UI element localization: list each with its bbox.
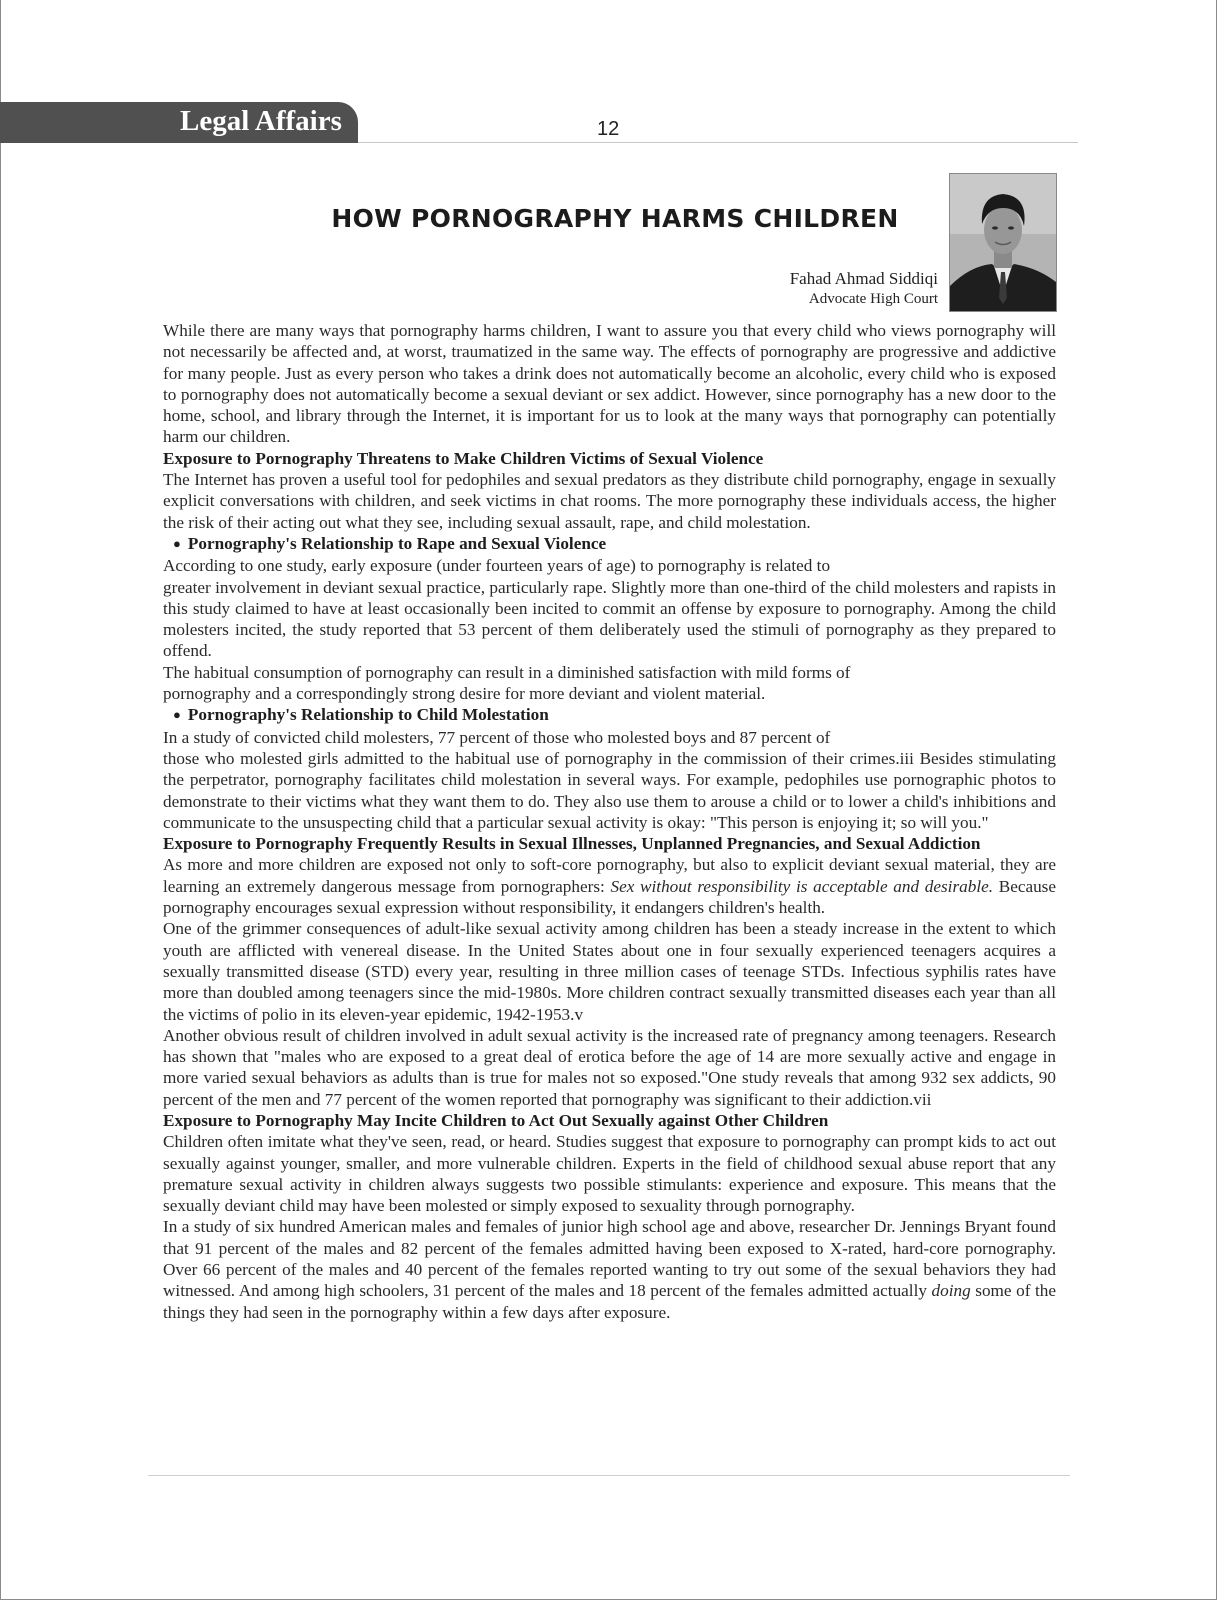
body-paragraph: Another obvious result of children involved in adult sexual activity is the increased rate of pregnancy among teenagers. Research has shown that "males who are exposed to a great deal of erotica before the age of 14 are more sexually active and engage in more varied sexual behaviors as adults than is true for males not so exposed."One study reveals that among 932 sex addicts, 90 percent of the men and 77 percent of the women reported that pornography was significant to their addiction.vii (163, 1025, 1056, 1109)
author-byline (790, 268, 938, 309)
emphasis-text: Sex without responsibility is acceptable and desirable. (610, 876, 994, 896)
article-body (163, 320, 1056, 1323)
page-frame-left (0, 0, 1, 1600)
emphasis-text: doing (931, 1281, 971, 1301)
body-paragraph: While there are many ways that pornography harms children, I want to assure you that every child who views pornography will not necessarily be affected and, at worst, traumatized in the same way. The effects of pornography are progressive and addictive for many people. Just as every person who takes a drink does not automatically become an alcoholic, every child who is exposed to pornography does not automatically become a sexual deviant or sex addict. However, since pornography has a new door to the home, school, and library through the Internet, it is important for us to look at the many ways that pornography can potentially harm our children. (163, 321, 1056, 447)
author-name: Fahad Ahmad Siddiqi (789, 269, 938, 288)
body-text: As more and more children are exposed not only to soft-core pornography, but also to explicit deviant sexual material, they are learning an extremely dangerous message from pornographers: (163, 855, 1056, 896)
body-paragraph: One of the grimmer consequences of adult-like sexual activity among children has been a steady increase in the extent to which youth are afflicted with venereal disease. In the United States about one in four sexually experienced teenagers acquires a sexually transmitted disease (STD) every year, resulting in three million cases of teenage STDs. Infectious syphilis rates have more than doubled among teenagers since the mid-1980s. More children contract sexually transmitted diseases each year than all the victims of polio in its eleven-year epidemic, 1942-1953.v (163, 919, 1056, 1024)
bullet-heading: ● Pornography's Relationship to Rape and Sexual Violence (163, 533, 1056, 555)
section-heading: Exposure to Pornography Frequently Results in Sexual Illnesses, Unplanned Pregnancies, and Sexual Addiction (163, 834, 981, 854)
body-text: In a study of six hundred American males and females of junior high school age and above, researcher Dr. Jennings Bryant found that 91 percent of the males and 82 percent of the females admitted having been exposed to X-rated, hard-core pornography. Over 66 percent of the males and 40 percent of the females reported wanting to try out some of the sexual behaviors they had witnessed. And among high schoolers, 31 percent of the males and 18 percent of the females admitted actually (163, 1217, 1056, 1301)
body-paragraph: In a study of convicted child molesters, 77 percent of those who molested boys and 87 percent of (163, 727, 831, 747)
author-position: Advocate High Court (808, 291, 938, 307)
body-text: some of the things they had seen in the pornography within a few days after exposure. (163, 1281, 1056, 1322)
section-heading: Exposure to Pornography Threatens to Make Children Victims of Sexual Violence (163, 448, 764, 468)
section-header-tab (0, 102, 358, 143)
page-number: 12 (597, 118, 620, 140)
body-paragraph: pornography and a correspondingly strong desire for more deviant and violent material. (163, 684, 766, 704)
body-paragraph: The habitual consumption of pornography can result in a diminished satisfaction with mild forms of (163, 662, 851, 682)
section-heading: Exposure to Pornography May Incite Children to Act Out Sexually against Other Children (163, 1110, 829, 1130)
body-paragraph (163, 854, 1056, 918)
body-text: Because pornography encourages sexual expression without responsibility, it endangers children's health. (163, 876, 1056, 918)
bullet-heading: ● Pornography's Relationship to Child Molestation (163, 704, 1056, 726)
body-paragraph: According to one study, early exposure (under fourteen years of age) to pornography is related to (163, 556, 831, 576)
body-paragraph: greater involvement in deviant sexual practice, particularly rape. Slightly more than one-third of the child molesters and rapists in this study claimed to have at least occasionally been incited to commit an offense by exposure to pornography. Among the child molesters incited, the study reported that 53 percent of them deliberately used the stimuli of pornography as they prepared to offend. (163, 577, 1056, 661)
body-paragraph: Children often imitate what they've seen, read, or heard. Studies suggest that exposure to pornography can prompt kids to act out sexually against younger, smaller, and more vulnerable children. Experts in the field of childhood sexual abuse report that any premature sexual activity in children always suggests two possible stimulants: experience and exposure. This means that the sexually deviant child may have been molested or simply exposed to sexuality through pornography. (163, 1132, 1056, 1216)
body-paragraph: The Internet has proven a useful tool for pedophiles and sexual predators as they distribute child pornography, engage in sexually explicit conversations with children, and seek victims in chat rooms. The more pornography these individuals access, the higher the risk of their acting out what they see, including sexual assault, rape, and child molestation. (163, 470, 1056, 532)
footer-divider (148, 1475, 1070, 1476)
header-divider (358, 142, 1078, 143)
article-title: HOW PORNOGRAPHY HARMS CHILDREN (331, 204, 899, 233)
section-label: Legal Affairs (180, 105, 342, 137)
body-paragraph (163, 1216, 1056, 1322)
author-portrait-image (950, 174, 1056, 311)
body-paragraph: those who molested girls admitted to the habitual use of pornography in the commission of their crimes.iii Besides stimulating the perpetrator, pornography facilitates child molestation in several ways. For example, pedophiles use pornographic photos to demonstrate to their victims what they want them to do. They also use them to arouse a child or to lower a child's inhibitions and communicate to the unsuspecting child that a particular sexual activity is okay: "This person is enjoying it; so will you." (163, 748, 1056, 832)
author-photo (949, 173, 1057, 312)
